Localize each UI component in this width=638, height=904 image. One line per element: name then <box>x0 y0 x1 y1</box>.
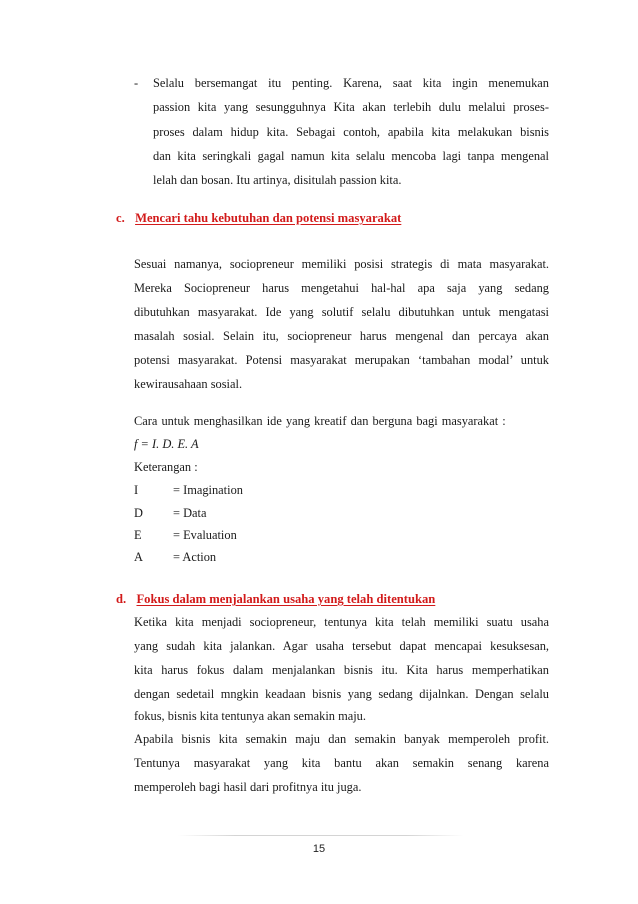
section-d-paragraph-line: dengan sedetail mngkin keadaan bisnis yang sedang dijalnkan. Dengan selalu <box>134 687 549 701</box>
bullet-line: lelah dan bosan. Itu artinya, disitulah passion kita. <box>153 173 402 187</box>
legend-label: Keterangan : <box>134 460 198 474</box>
section-c-paragraph-line: potensi masyarakat. Potensi masyarakat merupakan ‘tambahan modal’ untuk <box>134 353 549 367</box>
section-d-paragraph-line: yang sudah kita jalankan. Agar usaha tersebut dapat mencapai kesuksesan, <box>134 639 549 653</box>
section-c-paragraph-line: dibutuhkan masyarakat. Ide yang solutif selalu dibutuhkan untuk mengatasi <box>134 305 549 319</box>
definition-value: = Data <box>173 506 207 520</box>
section-c-paragraph-line: kewirausahaan sosial. <box>134 377 243 391</box>
definition-value: = Imagination <box>173 483 243 497</box>
bullet-dash: - <box>134 76 139 90</box>
section-c-paragraph-line: Sesuai namanya, sociopreneur memiliki posisi strategis di mata masyarakat. <box>134 257 549 271</box>
footer-divider <box>178 835 464 836</box>
section-d-paragraph-line: Apabila bisnis kita semakin maju dan semakin banyak memperoleh profit. <box>134 732 549 746</box>
definition-key: E <box>134 528 142 542</box>
definition-key: I <box>134 483 139 497</box>
section-d-title: Fokus dalam menjalankan usaha yang telah ditentukan <box>136 592 436 606</box>
definition-value: = Evaluation <box>173 528 237 542</box>
section-d-paragraph-line: kita harus fokus dalam menjalankan bisnis itu. Kita harus memperhatikan <box>134 663 549 677</box>
section-d-paragraph-line: Tentunya masyarakat yang kita bantu akan semakin senang karena <box>134 756 549 770</box>
formula: f = I. D. E. A <box>134 437 199 451</box>
definition-value: = Action <box>173 550 217 564</box>
bullet-line: dan kita seringkali gagal namun kita selalu mencoba lagi tanpa mengenal <box>153 149 549 163</box>
section-d-heading <box>116 591 435 607</box>
definition-key: D <box>134 506 143 520</box>
section-d-paragraph-line: memperoleh bagi hasil dari profitnya itu juga. <box>134 780 362 794</box>
section-c-title: Mencari tahu kebutuhan dan potensi masyarakat <box>135 211 402 225</box>
section-c-heading <box>116 210 401 226</box>
bullet-line: passion kita yang sesungguhnya Kita akan terlebih dulu melalui proses- <box>153 100 549 114</box>
section-d-paragraph-line: fokus, bisnis kita tentunya akan semakin maju. <box>134 709 366 723</box>
page-number: 15 <box>312 843 326 855</box>
bullet-line: Selalu bersemangat itu penting. Karena, saat kita ingin menemukan <box>153 76 549 90</box>
section-d-paragraph-line: Ketika kita menjadi sociopreneur, tentunya kita telah memiliki suatu usaha <box>134 615 549 629</box>
bullet-line: proses dalam hidup kita. Sebagai contoh, apabila kita melakukan bisnis <box>153 125 549 139</box>
section-c-paragraph-line: masalah sosial. Selain itu, sociopreneur harus mengenal dan percaya akan <box>134 329 549 343</box>
method-intro: Cara untuk menghasilkan ide yang kreatif dan berguna bagi masyarakat : <box>134 414 506 428</box>
definition-key: A <box>134 550 143 564</box>
section-d-marker: d. <box>116 592 127 606</box>
section-c-marker: c. <box>116 211 125 225</box>
section-c-paragraph-line: Mereka Sociopreneur harus mengetahui hal-hal apa saja yang sedang <box>134 281 549 295</box>
